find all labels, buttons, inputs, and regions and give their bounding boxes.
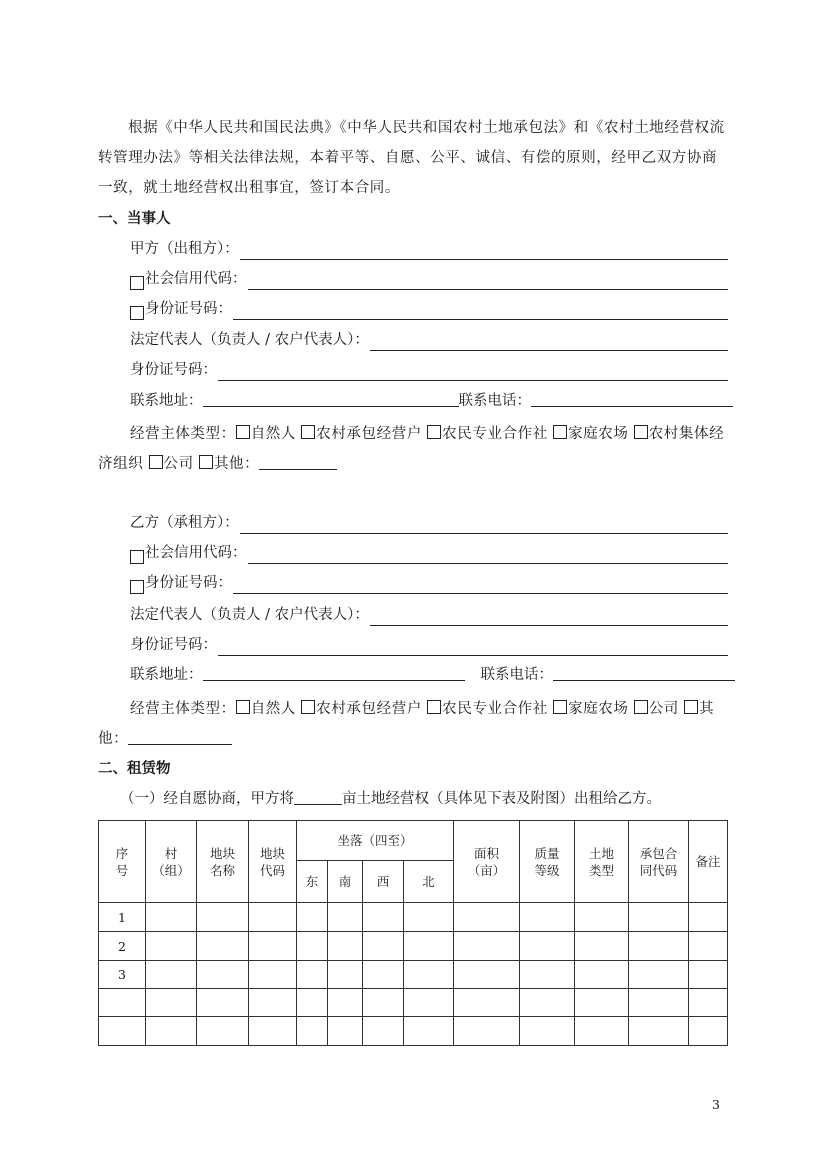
header-west: 西: [363, 861, 404, 903]
party-b-entity-type: [98, 694, 728, 754]
checkbox[interactable]: [130, 550, 144, 564]
party-b-entity-label: 经营主体类型：: [130, 701, 236, 717]
party-a-name-label: 甲方（出租方）：: [130, 241, 239, 257]
row-seq: [99, 989, 146, 1017]
clause-1: [120, 788, 728, 810]
party-a-rep-id-label: 身份证号码：: [130, 362, 217, 378]
checkbox[interactable]: [130, 306, 144, 320]
checkbox[interactable]: [149, 455, 163, 469]
header-east: 东: [297, 861, 328, 903]
checkbox[interactable]: [199, 455, 213, 469]
party-a-credit-label: 社会信用代码：: [145, 271, 247, 287]
section-heading-parties: 一、当事人: [98, 211, 171, 227]
checkbox[interactable]: [301, 700, 315, 714]
party-a-address-field[interactable]: [203, 390, 459, 407]
header-plot-name: 地块 名称: [197, 821, 249, 903]
party-b-credit-field[interactable]: [248, 547, 729, 564]
entity-option: 其他：: [98, 701, 715, 747]
party-b-other-field[interactable]: [128, 728, 232, 745]
party-b-name-field[interactable]: [240, 517, 728, 534]
checkbox[interactable]: [236, 700, 250, 714]
entity-option: 农村承包经营户: [316, 426, 422, 442]
party-b-id-field[interactable]: [233, 577, 728, 594]
party-a-rep-field[interactable]: [370, 334, 728, 351]
party-b-rep-id-label: 身份证号码：: [130, 637, 217, 653]
header-north: 北: [404, 861, 454, 903]
party-b-rep-row: [130, 604, 728, 626]
page-number: 3: [712, 1097, 720, 1112]
entity-option: 自然人: [250, 426, 297, 442]
header-quality: 质量 等级: [520, 821, 575, 903]
section-heading-lease-object: 二、租赁物: [98, 761, 171, 777]
party-a-entity-type: [98, 419, 728, 479]
checkbox[interactable]: [236, 425, 250, 439]
table-row: [99, 932, 728, 961]
land-table: [98, 820, 728, 1046]
party-a-rep-row: [130, 329, 728, 351]
entity-option: 公司: [648, 701, 679, 717]
intro-paragraph: 根据《中华人民共和国民法典》《中华人民共和国农村土地承包法》和《农村土地经营权流转管理办法》等相关法律法规，本着平等、自愿、公平、诚信、有偿的原则，经甲乙双方协商一致，就土地经营权出租事宜，签订本合同。: [98, 120, 725, 196]
party-a-rep-id-field[interactable]: [218, 364, 728, 381]
row-seq: 1: [99, 903, 146, 932]
entity-option: 其他：: [213, 456, 260, 472]
entity-option: 农村集体经济组织: [98, 426, 725, 472]
table-row: [99, 961, 728, 989]
table-row: [99, 903, 728, 932]
entity-option: 农村承包经营户: [316, 701, 422, 717]
party-b-rep-field[interactable]: [370, 609, 728, 626]
party-b-contact-row: [130, 664, 728, 686]
header-location: 坐落（四至）: [297, 821, 454, 861]
party-a-other-field[interactable]: [259, 453, 337, 470]
party-a-rep-label: 法定代表人（负责人 / 农户代表人）：: [130, 332, 369, 348]
header-plot-code: 地块 代码: [249, 821, 297, 903]
entity-option: 自然人: [250, 701, 297, 717]
party-b-id-row: [130, 572, 728, 594]
party-a-phone-field[interactable]: [531, 390, 733, 407]
party-b-rep-id-row: [130, 634, 728, 656]
header-remark: 备注: [689, 821, 728, 903]
party-a-address-label: 联系地址：: [130, 393, 203, 409]
row-seq: [99, 1017, 146, 1046]
entity-option: 家庭农场: [568, 426, 629, 442]
checkbox[interactable]: [301, 425, 315, 439]
party-a-name-field[interactable]: [240, 243, 728, 260]
party-a-id-label: 身份证号码：: [145, 301, 232, 317]
party-a-entity-label: 经营主体类型：: [130, 426, 236, 442]
checkbox[interactable]: [634, 700, 648, 714]
entity-option: 家庭农场: [568, 701, 629, 717]
table-row: [99, 989, 728, 1017]
party-a-rep-id-row: [130, 359, 728, 381]
checkbox[interactable]: [427, 700, 441, 714]
entity-option: 公司: [163, 456, 194, 472]
table-header-row: [99, 821, 728, 861]
header-village: 村 （组）: [146, 821, 197, 903]
header-seq: 序 号: [99, 821, 146, 903]
party-a-id-row: [130, 298, 728, 320]
checkbox[interactable]: [684, 700, 698, 714]
checkbox[interactable]: [553, 425, 567, 439]
checkbox[interactable]: [130, 276, 144, 290]
party-b-credit-row: [130, 542, 728, 564]
clause-1-suffix: 亩土地经营权（具体见下表及附图）出租给乙方。: [342, 791, 661, 807]
party-a-contact-row: [130, 390, 728, 412]
clause-1-prefix: （一）经自愿协商，甲方将: [120, 791, 294, 807]
party-b-phone-label: 联系电话：: [480, 667, 553, 683]
checkbox[interactable]: [634, 425, 648, 439]
header-land-type: 土地 类型: [575, 821, 629, 903]
row-seq: 2: [99, 932, 146, 961]
checkbox[interactable]: [427, 425, 441, 439]
party-b-name-row: [130, 512, 728, 534]
table-row: [99, 1017, 728, 1046]
header-area: 面积 （亩）: [454, 821, 520, 903]
checkbox[interactable]: [130, 580, 144, 594]
acreage-field[interactable]: [294, 788, 342, 805]
party-b-address-label: 联系地址：: [130, 667, 203, 683]
party-a-phone-label: 联系电话：: [458, 393, 531, 409]
party-b-rep-label: 法定代表人（负责人 / 农户代表人）：: [130, 607, 369, 623]
party-a-credit-row: [130, 268, 728, 290]
row-seq: 3: [99, 961, 146, 989]
party-b-id-label: 身份证号码：: [145, 575, 232, 591]
party-b-name-label: 乙方（承租方）：: [130, 515, 239, 531]
party-b-address-field[interactable]: [203, 664, 465, 681]
party-b-credit-label: 社会信用代码：: [145, 545, 247, 561]
party-b-rep-id-field[interactable]: [218, 639, 728, 656]
party-a-id-field[interactable]: [233, 303, 728, 320]
header-contract-code: 承包合 同代码: [629, 821, 689, 903]
party-b-phone-field[interactable]: [553, 664, 735, 681]
entity-option: 农民专业合作社: [442, 701, 548, 717]
party-a-credit-field[interactable]: [248, 273, 729, 290]
checkbox[interactable]: [553, 700, 567, 714]
header-south: 南: [328, 861, 363, 903]
entity-option: 农民专业合作社: [442, 426, 548, 442]
party-a-name-row: [130, 238, 728, 260]
